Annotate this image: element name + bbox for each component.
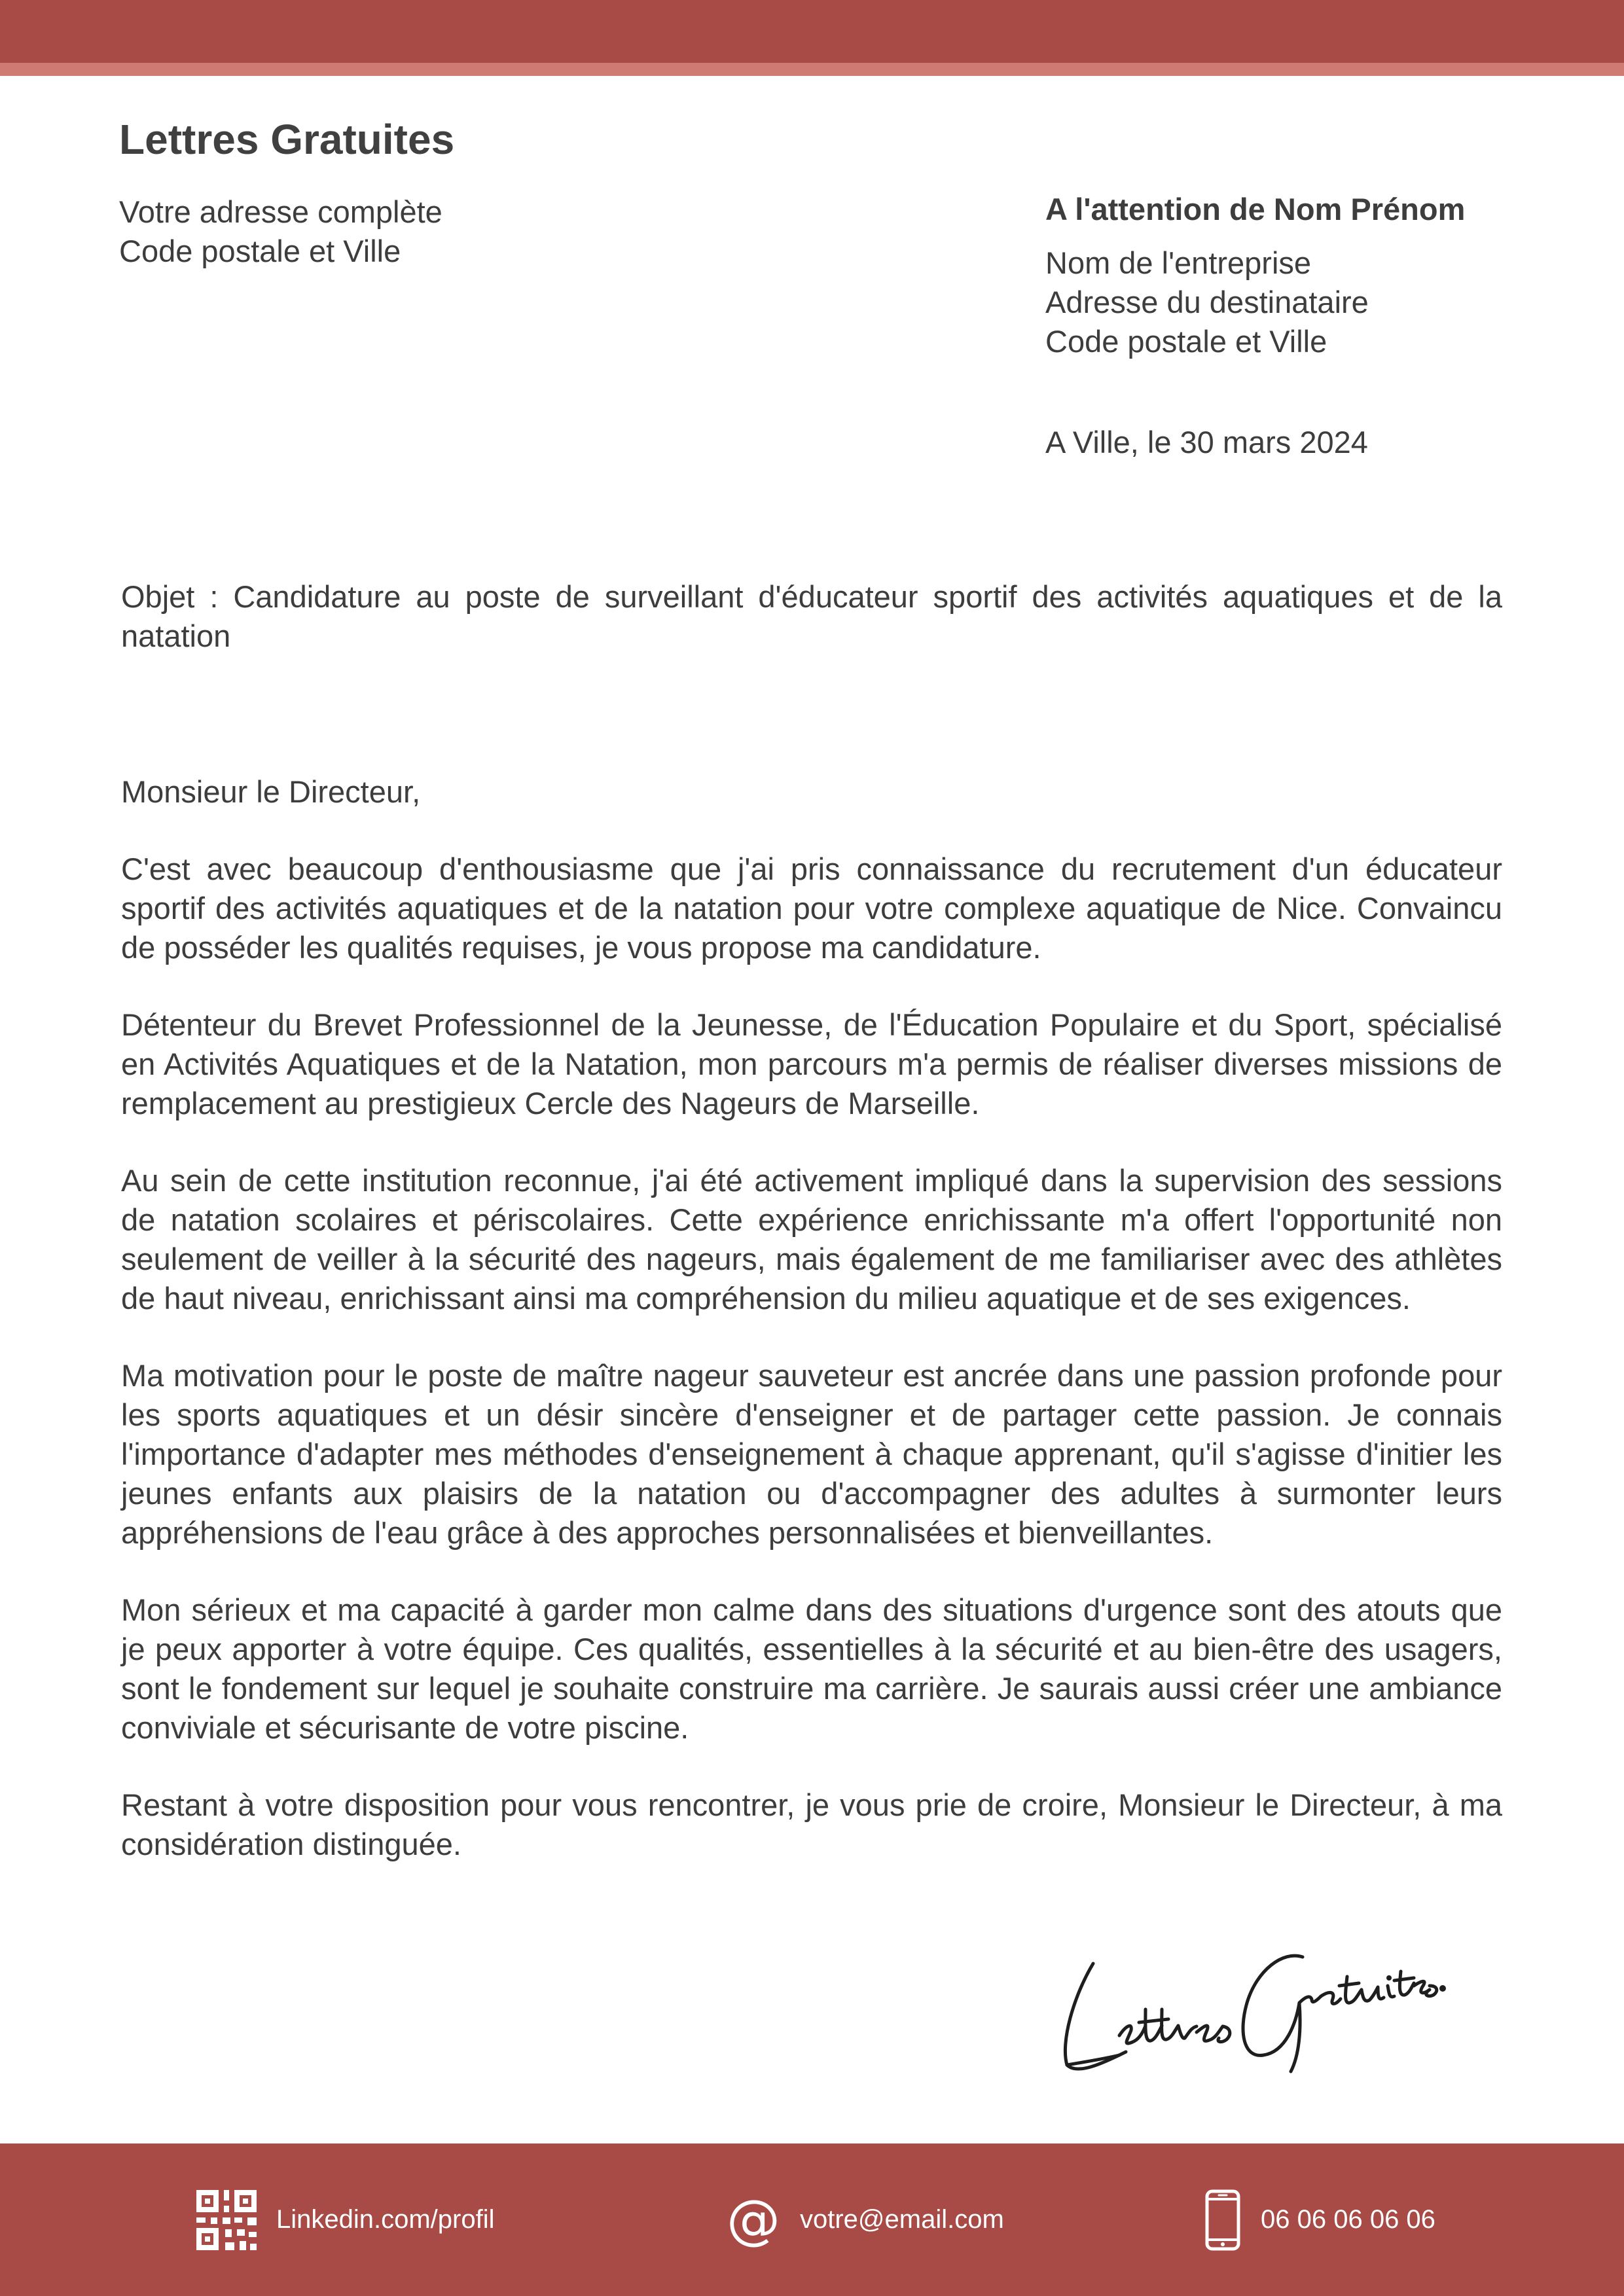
- sender-address: [119, 192, 442, 271]
- recipient-address: Adresse du destinataire: [1045, 285, 1369, 319]
- body-paragraph: C'est avec beaucoup d'enthousiasme que j'ai pris connaissance du recrutement d'un éducateur sportif des activités aquatiques et de la natation pour votre complexe aquatique de Nice. Convaincu de posséder les qualités requises, je vous propose ma candidature.: [121, 852, 1502, 965]
- sender-address-line: Votre adresse complète: [119, 194, 442, 229]
- recipient-block: [1045, 190, 1569, 361]
- handwritten-signature: [1047, 1918, 1453, 2088]
- letter-date: A Ville, le 30 mars 2024: [1045, 425, 1368, 459]
- letter-body: [121, 772, 1502, 1902]
- smartphone-icon: [1204, 2189, 1241, 2251]
- recipient-attention: A l'attention de Nom Prénom: [1045, 192, 1466, 226]
- recipient-company: Nom de l'entreprise: [1045, 245, 1312, 280]
- footer-email[interactable]: [727, 2144, 1004, 2296]
- letter-object: Objet : Candidature au poste de surveillant d'éducateur sportif des activités aquatiques et de la natation: [121, 579, 1502, 653]
- body-paragraph: Au sein de cette institution reconnue, j'ai été activement impliqué dans la supervision des sessions de natation scolaires et périscolaires. Cette expérience enrichissante m'a offert l'opportunité non seulement de veiller à la sécurité des nageurs, mais également de me familiariser avec des athlètes de haut niveau, enrichissant ainsi ma compréhension du milieu aquatique et de ses exigences.: [121, 1163, 1502, 1316]
- footer-linkedin[interactable]: [196, 2144, 495, 2296]
- phone-number[interactable]: 06 06 06 06 06: [1261, 2205, 1435, 2234]
- sender-city-line: Code postale et Ville: [119, 234, 401, 268]
- qr-code-icon: [196, 2190, 257, 2250]
- at-sign-icon: @: [727, 2188, 780, 2251]
- header-band: [0, 0, 1624, 63]
- footer-band: [0, 2144, 1624, 2296]
- header-accent-stripe: [0, 63, 1624, 76]
- recipient-city: Code postale et Ville: [1045, 324, 1327, 359]
- email-link[interactable]: votre@email.com: [800, 2205, 1004, 2234]
- closing-paragraph: Restant à votre disposition pour vous rencontrer, je vous prie de croire, Monsieur le Directeur, à ma considération distinguée.: [121, 1787, 1502, 1861]
- sender-name: Lettres Gratuites: [119, 116, 455, 163]
- linkedin-link[interactable]: Linkedin.com/profil: [276, 2205, 495, 2234]
- salutation: Monsieur le Directeur,: [121, 774, 421, 809]
- footer-phone[interactable]: [1204, 2144, 1435, 2296]
- body-paragraph: Détenteur du Brevet Professionnel de la Jeunesse, de l'Éducation Populaire et du Sport, spécialisé en Activités Aquatiques et de la Natation, mon parcours m'a permis de réaliser diverses missions de remplacement au prestigieux Cercle des Nageurs de Marseille.: [121, 1007, 1502, 1121]
- body-paragraph: Ma motivation pour le poste de maître nageur sauveteur est ancrée dans une passion profonde pour les sports aquatiques et un désir sincère d'enseigner et de partager cette passion. Je connais l'importance d'adapter mes méthodes d'enseignement à chaque apprenant, qu'il s'agisse d'initier les jeunes enfants aux plaisirs de la natation ou d'accompagner des adultes à surmonter leurs appréhensions de l'eau grâce à des approches personnalisées et bienveillantes.: [121, 1358, 1502, 1550]
- body-paragraph: Mon sérieux et ma capacité à garder mon calme dans des situations d'urgence sont des atouts que je peux apporter à votre équipe. Ces qualités, essentielles à la sécurité et au bien-être des usagers, sont le fondement sur lequel je souhaite construire ma carrière. Je saurais aussi créer une ambiance conviviale et sécurisante de votre piscine.: [121, 1592, 1502, 1745]
